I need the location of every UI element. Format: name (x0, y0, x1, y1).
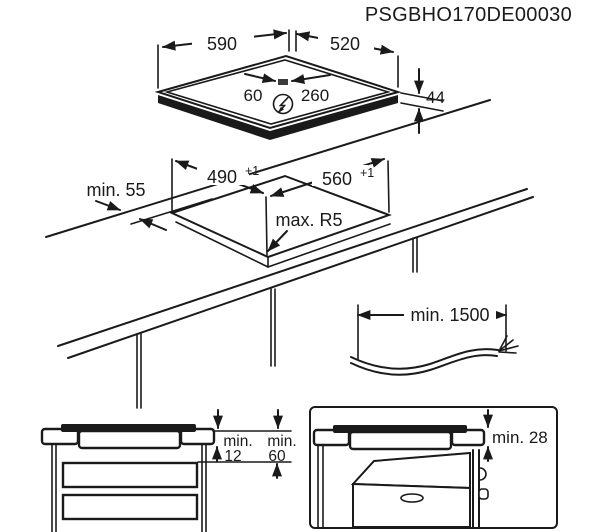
gap-hob-drawer-label: 12 (224, 448, 242, 465)
cutout-depth-label: 560 (321, 169, 353, 189)
min-label-2: min. (267, 433, 297, 450)
oven-side-knob (479, 489, 488, 499)
corner-radius-label: max. R5 (275, 210, 343, 230)
hob-body-section (350, 432, 451, 449)
built-in-oven (353, 450, 488, 527)
dim-arrow-min55-b (140, 219, 166, 230)
hob-width-label: 590 (206, 34, 238, 54)
cutout-width-label: 490 (206, 167, 238, 187)
oven-front (353, 484, 470, 527)
cable-drawing (351, 336, 518, 375)
cable-pos-right-label: 260 (300, 86, 330, 105)
cutout-depth-tolerance: +1 (360, 166, 375, 180)
cable-pos-left-label: 60 (243, 86, 263, 105)
cable-frayed-end (499, 336, 518, 353)
gap-worktop-drawer-label: 60 (268, 448, 286, 465)
cutout-width-tolerance: +1 (245, 164, 260, 178)
dim-arrow-min55-a (96, 201, 120, 210)
part-number: PSGBHO170DE00030 (364, 4, 572, 26)
gap-hob-oven-label: min. 28 (492, 428, 548, 447)
section-hob-over-drawers (42, 410, 297, 532)
ext-line (266, 197, 267, 255)
hob-body-section (79, 431, 180, 448)
worktop-cutout-view (46, 100, 533, 408)
ext-line (388, 161, 389, 212)
hob-depth-label: 520 (329, 34, 361, 54)
hob-height-label: 44 (426, 88, 445, 107)
drawer-lower (63, 495, 197, 519)
dim-arrow-r5 (268, 231, 287, 251)
rear-clearance-label: min. 55 (86, 180, 146, 200)
drawer-upper (63, 463, 197, 487)
cable-length-label: min. 1500 (410, 305, 490, 325)
hob-top-view (158, 30, 445, 140)
mains-connection-box (278, 79, 288, 85)
mains-cable-view (351, 303, 518, 375)
min-label-1: min. (223, 433, 253, 450)
section-hob-over-oven (310, 407, 557, 528)
hob-glass-surface (158, 56, 398, 128)
